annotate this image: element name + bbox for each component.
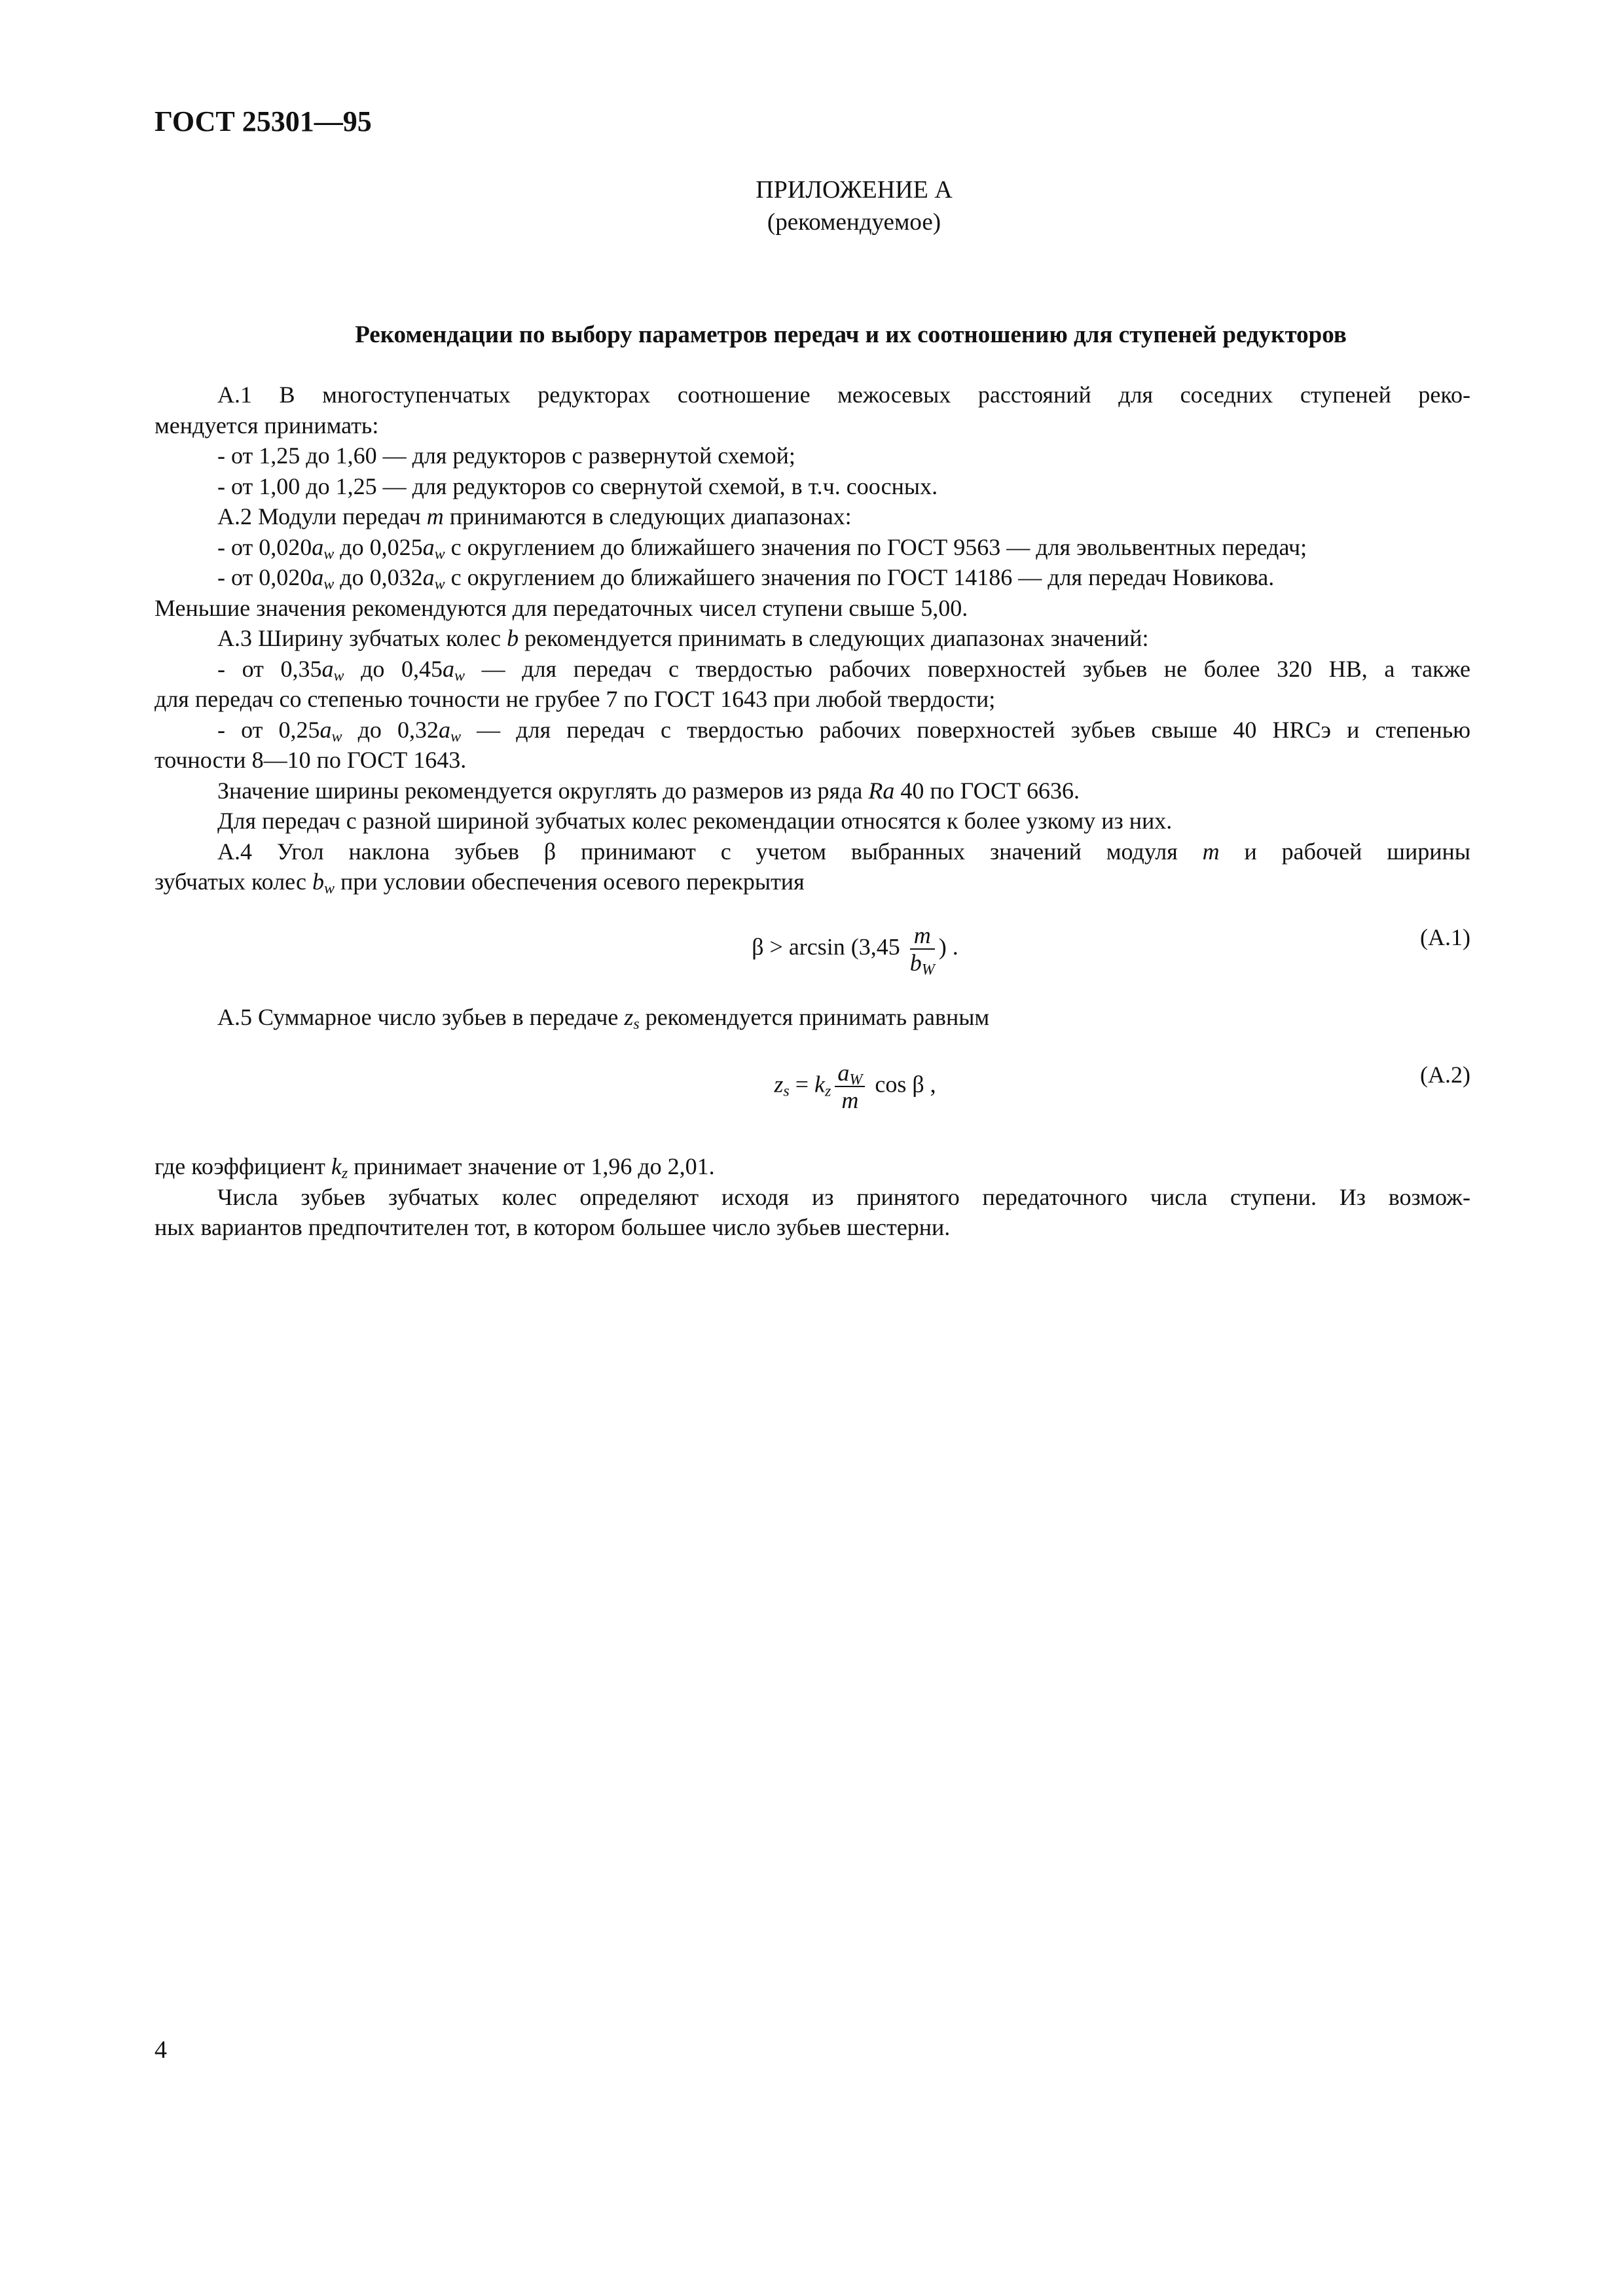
list-item-a1-1: - от 1,25 до 1,60 — для редукторов с развернутой схемой; [217,442,795,469]
equation-number-a1: (А.1) [1420,924,1470,950]
paragraph-a2-note: Меньшие значения рекомендуются для передаточных чисел ступени свыше 5,00. [155,594,968,621]
paragraph-a3-narrow: Для передач с разной шириной зубчатых колес рекомендации относятся к более узкому из них. [217,808,1173,834]
list-item-a2-2: - от $0,020a_w$ до $0,032a_w$ с округлением до ближайшего значения по ГОСТ 14186 — для передач Новикова. [217,564,1275,593]
paragraph-a3-width: Значение ширины рекомендуется округлять до размеров из ряда Ra 40 по ГОСТ 6636. [217,777,1080,804]
appendix-subtitle: (рекомендуемое) [767,209,941,236]
paragraph-a5: А.5 Суммарное число зубьев в передаче $z_s$ рекомендуется принимать равным [217,1003,990,1033]
paragraph-a4-line1: А.4 Угол наклона зубьев β принимают с учетом выбранных значений модуля m и рабочей ширины [217,838,1470,865]
paragraph-a4-line2: зубчатых колес $b_w$ при условии обеспечения осевого перекрытия [155,869,805,897]
list-item-a3-2: - от $0,25a_w$ до $0,32a_w$ — для передач с твердостью рабочих поверхностей зубьев свыше 40 HRCэ и степенью [217,716,1471,745]
list-item-a1-2: - от 1,00 до 1,25 — для редукторов со свернутой схемой, в т.ч. соосных. [217,473,938,499]
paragraph-a1-line2: мендуется принимать: [155,412,379,439]
paragraph-teeth-line1: Числа зубьев зубчатых колес определяют исходя из принятого передаточного числа ступени. Из возмож- [217,1183,1470,1210]
paragraph-kz: где коэффициент $k_z$ принимает значение от 1,96 до 2,01. [155,1153,715,1182]
equation-number-a2: (А.2) [1420,1062,1470,1088]
list-item-a3-1: - от $0,35a_w$ до $0,45a_w$ — для передач с твердостью рабочих поверхностей зубьев не более 320 НВ, а также [217,655,1470,685]
section-heading: Рекомендации по выбору параметров передач и их соотношению для ступеней редукторов [355,321,1347,348]
document-code: ГОСТ 25301—95 [155,105,372,137]
paragraph-a1-line1: А.1 В многоступенчатых редукторах соотношение межосевых расстояний для соседних ступеней реко- [217,382,1470,408]
list-item-a2-1: - от $0,020a_w$ до $0,025a_w$ с округлением до ближайшего значения по ГОСТ 9563 — для эвольвентных передач; [217,533,1307,563]
paragraph-a2: А.2 Модули передач m принимаются в следующих диапазонах: [217,503,852,529]
appendix-title: ПРИЛОЖЕНИЕ А [756,176,953,204]
page-number: 4 [155,2036,167,2064]
body-text [155,380,1470,1243]
list-item-a3-1-cont: для передач со степенью точности не грубее 7 по ГОСТ 1643 при любой твердости; [155,686,996,712]
paragraph-a3: А.3 Ширину зубчатых колес b рекомендуется принимать в следующих диапазонах значений: [217,625,1149,651]
formula-a1: β > arcsin (3,45 $\frac{m}{b_W}$ ) . (А.1) [752,922,1470,978]
paragraph-teeth-line2: ных вариантов предпочтителен тот, в котором большее число зубьев шестерни. [155,1214,951,1240]
formula-a2: $z_s = k_z$ $\frac{a_W}{m}$ cos β , (А.2) [774,1060,1470,1113]
list-item-a3-2-cont: точности 8—10 по ГОСТ 1643. [155,747,467,773]
